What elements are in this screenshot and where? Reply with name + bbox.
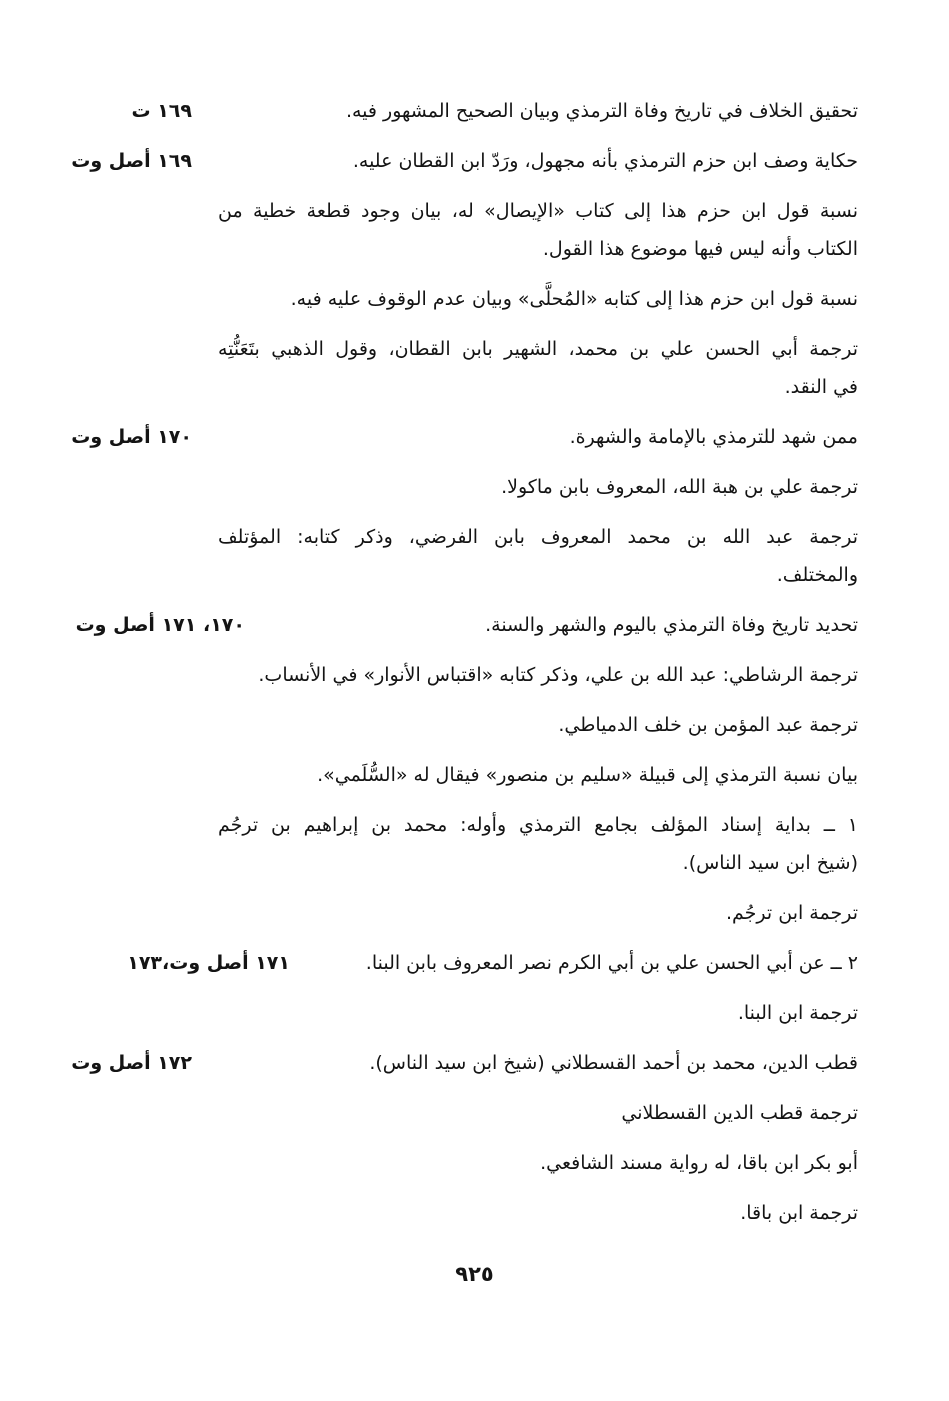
- index-entry: [0, 142, 949, 180]
- index-entry: [0, 192, 949, 268]
- index-entry: [0, 606, 949, 644]
- entry-text: (شيخ ابن سيد الناس).: [682, 852, 858, 874]
- entry-text: تحديد تاريخ وفاة الترمذي باليوم والشهر والسنة.: [485, 614, 858, 636]
- index-entry: [0, 994, 949, 1032]
- entry-text: ترجمة قطب الدين القسطلاني: [621, 1102, 858, 1124]
- entry-text: ترجمة ابن باقا.: [740, 1202, 858, 1224]
- index-entry: [0, 1194, 949, 1232]
- index-entry: [0, 468, 949, 506]
- index-entry: [0, 806, 949, 882]
- entry-text: ترجمة ابن البنا.: [737, 1002, 858, 1024]
- entry-text: ترجمة ابن ترجُم.: [726, 902, 858, 924]
- entry-text: ترجمة علي بن هبة الله، المعروف بابن ماكولا.: [501, 476, 858, 498]
- entry-text: ترجمة أبي الحسن علي بن محمد، الشهير بابن القطان، وقول الذهبي بتَعَنُّتِه: [218, 338, 858, 360]
- entry-text: نسبة قول ابن حزم هذا إلى كتابه «المُحلَّى» وبيان عدم الوقوف عليه فيه.: [290, 288, 858, 310]
- entry-text: قطب الدين، محمد بن أحمد القسطلاني (شيخ ابن سيد الناس).: [369, 1052, 858, 1074]
- index-entry: [0, 894, 949, 932]
- entry-text: ترجمة عبد الله بن محمد المعروف بابن الفرضي، وذكر كتابه: المؤتلف: [218, 526, 858, 548]
- page-reference: ١٧٠، ١٧١ أصل وت: [75, 614, 245, 636]
- page-reference: ١٧٢ أصل وت: [71, 1052, 192, 1074]
- entry-text: الكتاب وأنه ليس فيها موضوع هذا القول.: [542, 238, 858, 260]
- index-entry: [0, 280, 949, 318]
- index-entry: [0, 92, 949, 130]
- index-entry: [0, 330, 949, 406]
- entry-text: نسبة قول ابن حزم هذا إلى كتاب «الإيصال» له، بيان وجود قطعة خطية من: [218, 200, 858, 222]
- page-reference: ١٦٩ ت: [131, 100, 192, 122]
- index-entry: [0, 656, 949, 694]
- entry-text: ممن شهد للترمذي بالإمامة والشهرة.: [569, 426, 858, 448]
- entry-text: في النقد.: [784, 376, 858, 398]
- page-number: ٩٢٥: [455, 1262, 494, 1286]
- entry-text: حكاية وصف ابن حزم الترمذي بأنه مجهول، ورَدّ ابن القطان عليه.: [352, 150, 858, 172]
- index-entries: [0, 92, 949, 1244]
- index-entry: [0, 1044, 949, 1082]
- page-reference: ١٦٩ أصل وت: [71, 150, 192, 172]
- index-entry: [0, 756, 949, 794]
- entry-text: ١ ــ بداية إسناد المؤلف بجامع الترمذي وأوله: محمد بن إبراهيم بن ترجُم: [218, 814, 858, 836]
- entry-text: ٢ ــ عن أبي الحسن علي بن أبي الكرم نصر المعروف بابن البنا.: [365, 952, 858, 974]
- index-entry: [0, 518, 949, 594]
- entry-text: بيان نسبة الترمذي إلى قبيلة «سليم بن منصور» فيقال له «السُّلَمي».: [317, 764, 858, 786]
- page-reference: ١٧١ أصل وت،١٧٣: [127, 952, 290, 974]
- index-entry: [0, 706, 949, 744]
- entry-text: ترجمة عبد المؤمن بن خلف الدمياطي.: [558, 714, 858, 736]
- entry-text: تحقيق الخلاف في تاريخ وفاة الترمذي وبيان الصحيح المشهور فيه.: [345, 100, 858, 122]
- entry-text: والمختلف.: [776, 564, 858, 586]
- index-entry: [0, 418, 949, 456]
- index-entry: [0, 944, 949, 982]
- entry-text: ترجمة الرشاطي: عبد الله بن علي، وذكر كتابه «اقتباس الأنوار» في الأنساب.: [258, 664, 858, 686]
- entry-text: أبو بكر ابن باقا، له رواية مسند الشافعي.: [540, 1152, 858, 1174]
- index-entry: [0, 1094, 949, 1132]
- index-entry: [0, 1144, 949, 1182]
- page-reference: ١٧٠ أصل وت: [71, 426, 192, 448]
